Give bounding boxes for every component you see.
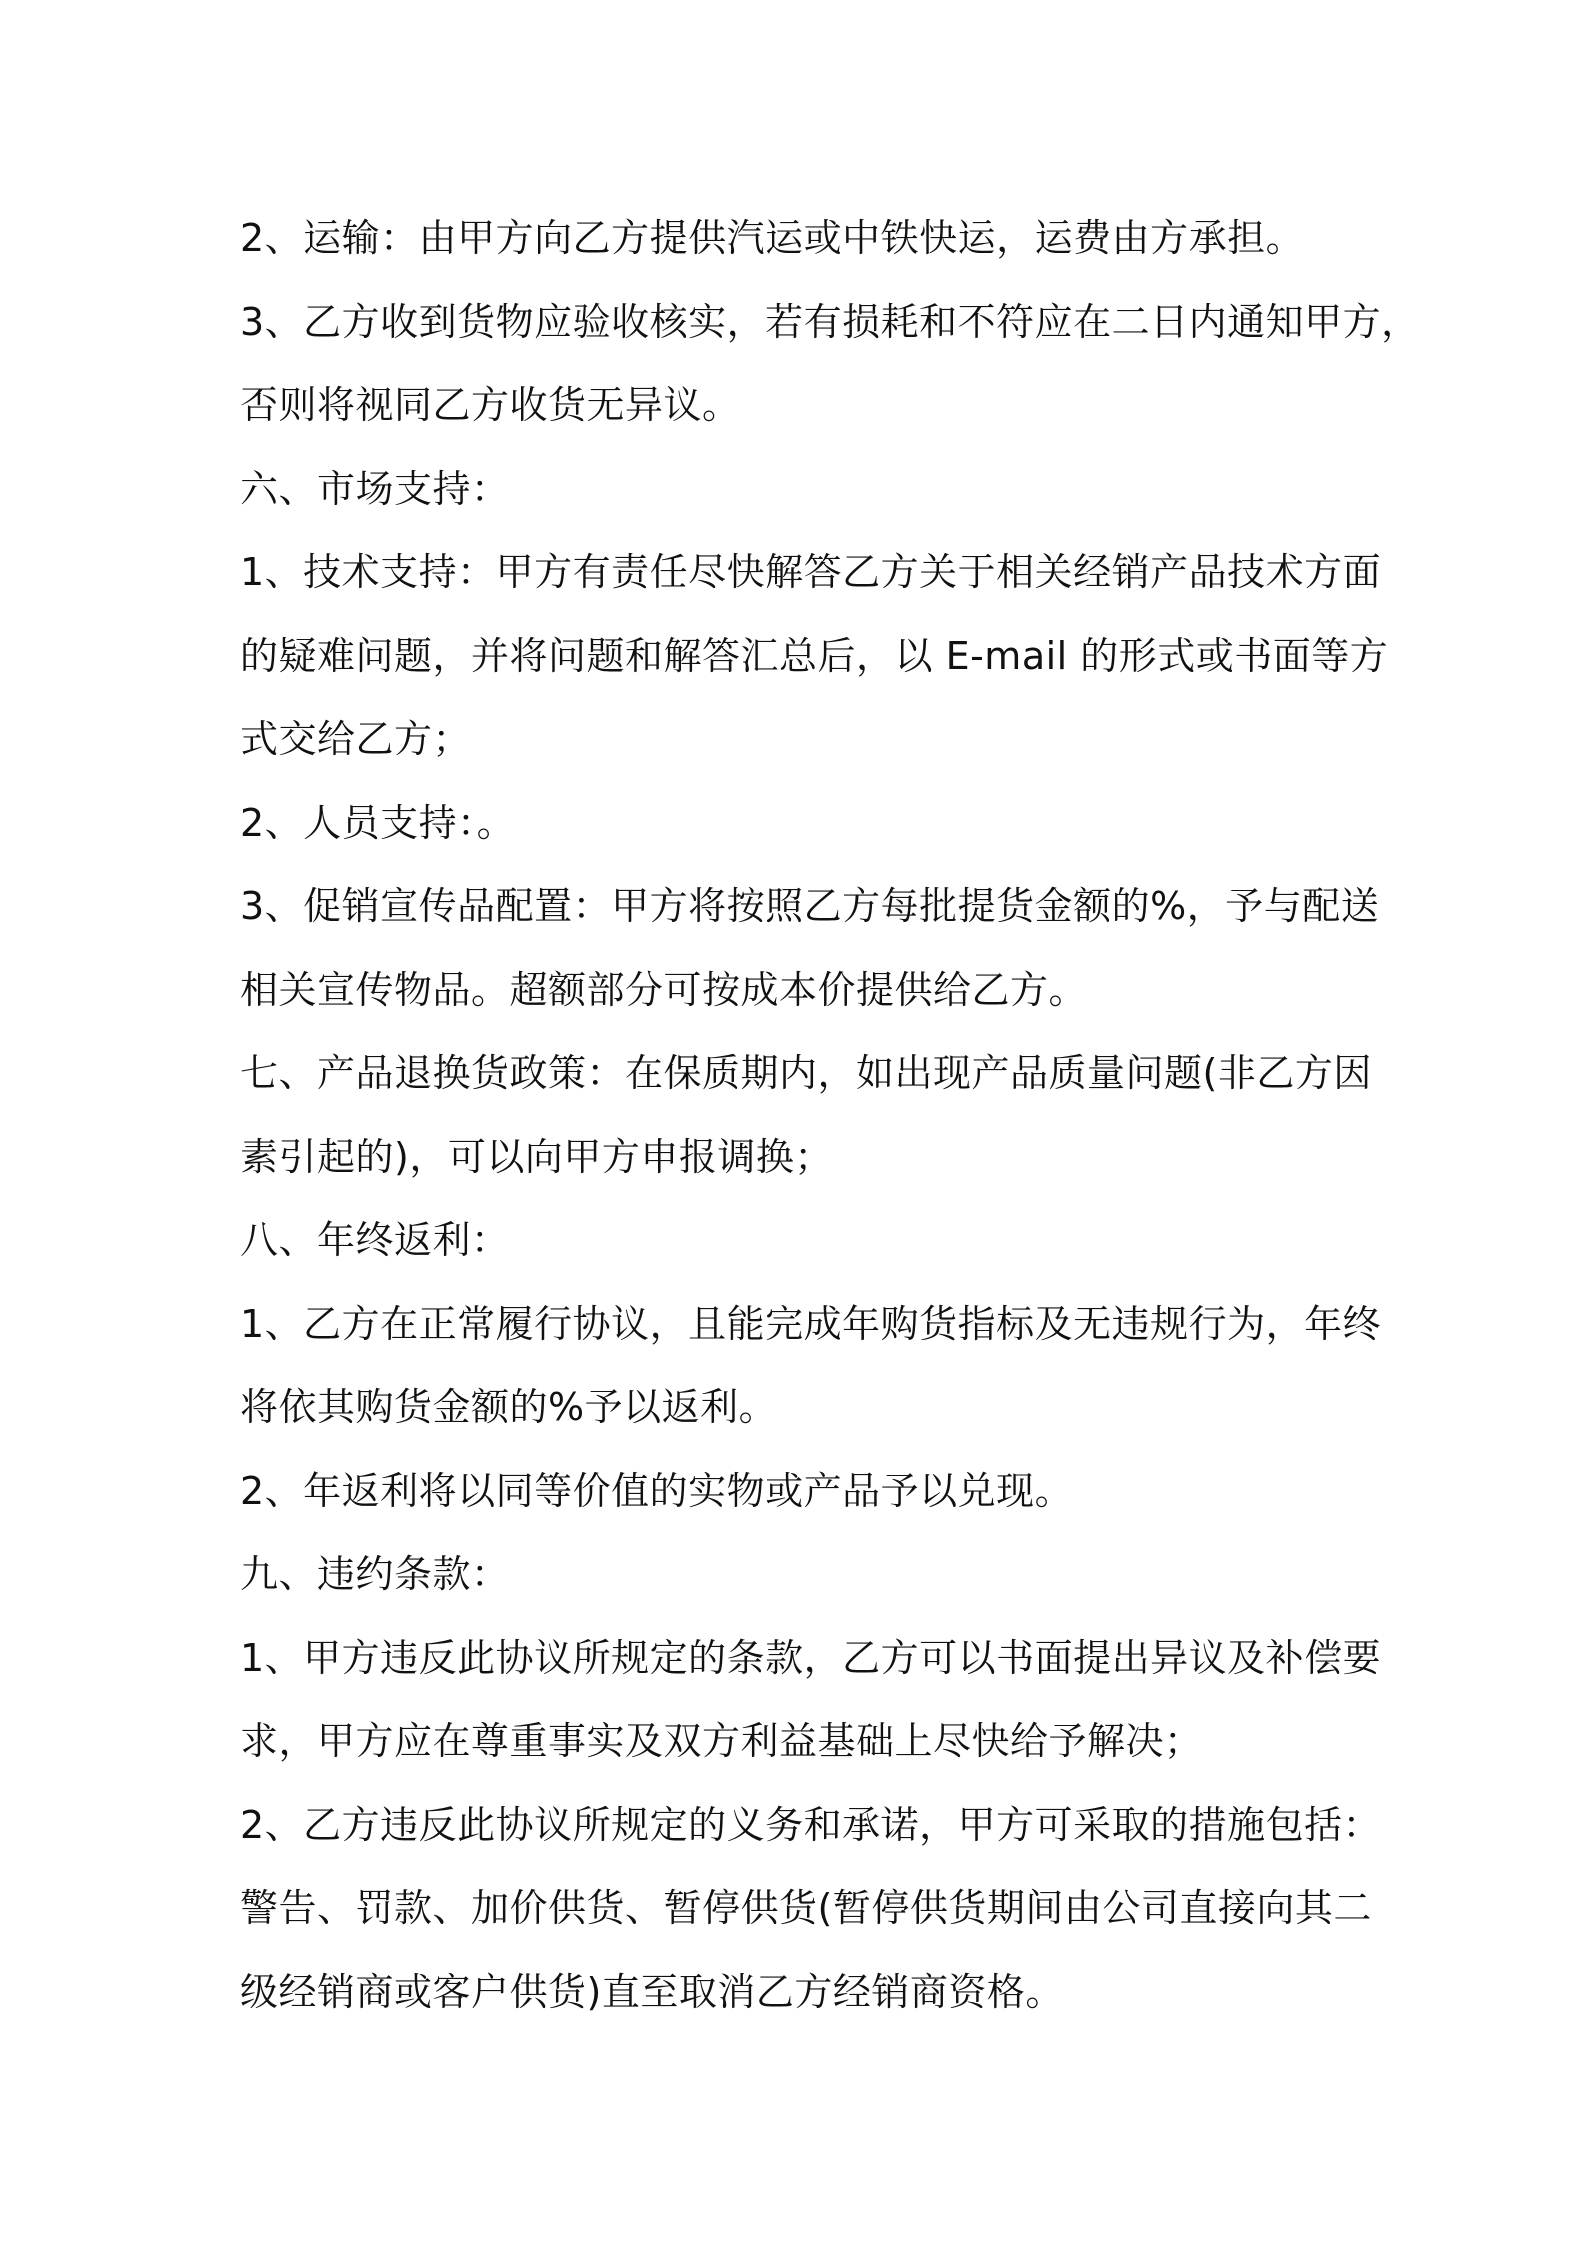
paragraph-inspection (240, 281, 1420, 448)
text-line: 六、市场支持： (240, 466, 510, 511)
text-line: 式交给乙方； (240, 717, 472, 761)
paragraph-party-b-breach (240, 1784, 1382, 2035)
text-line: 2、运输：由甲方向乙方提供汽运或中铁快运，运费由方承担。 (240, 216, 1305, 260)
text-line: 1、乙方在正常履行协议，且能完成年购货指标及无违规行为，年终 (240, 1301, 1382, 1346)
text-line: 相关宣传物品。超额部分可按成本价提供给乙方。 (240, 967, 1088, 1012)
text-line: 七、产品退换货政策：在保质期内，如出现产品质量问题(非乙方因 (240, 1051, 1372, 1095)
text-line: 将依其购货金额的%予以返利。 (240, 1385, 778, 1429)
text-line: 2、乙方违反此协议所规定的义务和承诺，甲方可采取的措施包括： (240, 1802, 1382, 1847)
paragraph-transport (240, 197, 1360, 281)
text-line: 3、促销宣传品配置：甲方将按照乙方每批提货金额的%，予与配送 (240, 884, 1380, 928)
document-body (240, 197, 1420, 2034)
section-heading-returns-policy (240, 1032, 1372, 1199)
text-line: 3、乙方收到货物应验收核实，若有损耗和不符应在二日内通知甲方， (240, 299, 1420, 344)
section-heading-market-support (240, 448, 1360, 532)
text-line: 2、人员支持：。 (240, 800, 516, 845)
paragraph-technical-support (240, 531, 1389, 782)
text-line: 1、甲方违反此协议所规定的条款，乙方可以书面提出异议及补偿要 (240, 1635, 1382, 1680)
text-line: 求，甲方应在尊重事实及双方利益基础上尽快给予解决； (240, 1719, 1203, 1763)
text-line: 警告、罚款、加价供货、暂停供货(暂停供货期间由公司直接向其二 (240, 1886, 1372, 1930)
text-line: 1、技术支持：甲方有责任尽快解答乙方关于相关经销产品技术方面 (240, 550, 1382, 594)
paragraph-party-a-breach (240, 1617, 1382, 1784)
text-line: 八、年终返利： (240, 1218, 510, 1262)
text-line: 九、违约条款： (240, 1552, 510, 1596)
text-line: 2、年返利将以同等价值的实物或产品予以兑现。 (240, 1468, 1074, 1513)
paragraph-rebate-redemption (240, 1450, 1360, 1534)
paragraph-staff-support (240, 782, 1360, 866)
text-line: 素引起的)，可以向甲方申报调换； (240, 1134, 833, 1179)
section-heading-year-end-rebate (240, 1199, 1360, 1283)
paragraph-promo-materials (240, 865, 1380, 1032)
text-line: 否则将视同乙方收货无异议。 (240, 383, 741, 427)
paragraph-rebate-conditions (240, 1283, 1382, 1450)
text-line: 的疑难问题，并将问题和解答汇总后，以 E-mail 的形式或书面等方 (240, 633, 1389, 678)
section-heading-breach-terms (240, 1533, 1360, 1617)
text-line: 级经销商或客户供货)直至取消乙方经销商资格。 (240, 1969, 1064, 2014)
